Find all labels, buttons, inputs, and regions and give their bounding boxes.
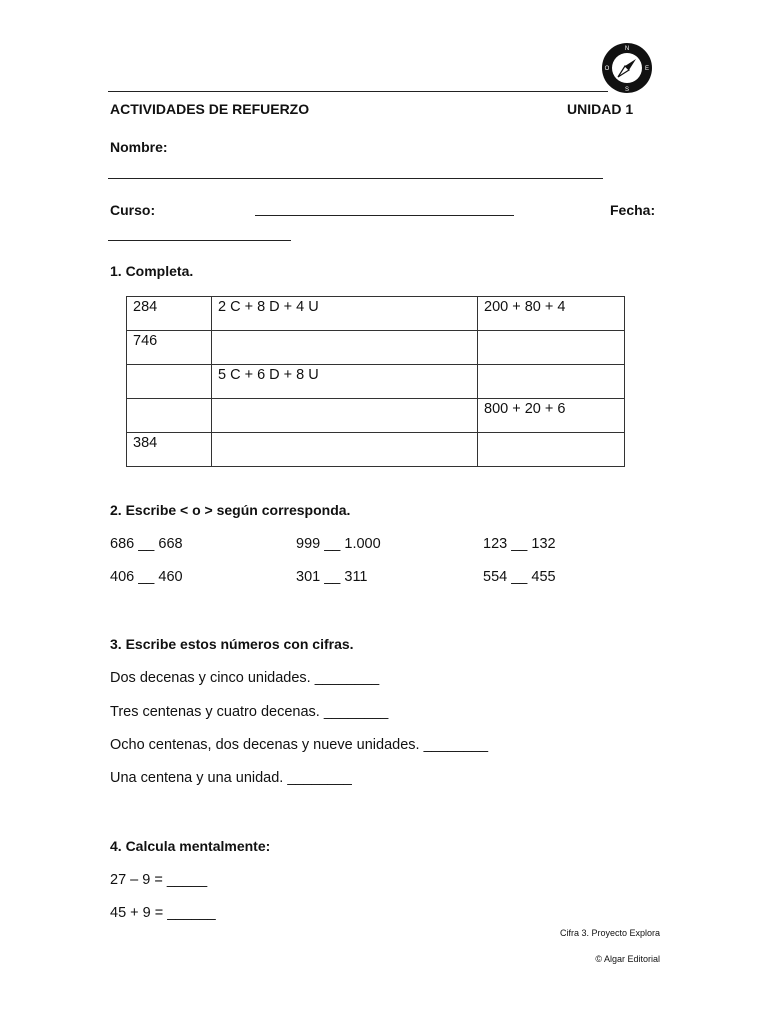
- worksheet-title: ACTIVIDADES DE REFUERZO: [110, 101, 310, 117]
- svg-text:E: E: [644, 66, 650, 72]
- table-cell[interactable]: [478, 433, 625, 467]
- table-cell[interactable]: [478, 365, 625, 399]
- footer-series: Cifra 3. Proyecto Explora: [559, 928, 660, 938]
- table-row: [127, 433, 625, 467]
- table-cell[interactable]: [212, 433, 478, 467]
- exercise1-table: [126, 296, 625, 467]
- course-field-line[interactable]: [255, 215, 514, 216]
- exercise1-title: 1. Completa.: [110, 263, 194, 279]
- number-word-item[interactable]: Una centena y una unidad. ________: [110, 770, 352, 786]
- mental-math-item[interactable]: 27 – 9 = _____: [110, 872, 208, 888]
- table-cell[interactable]: [127, 365, 212, 399]
- header-rule: [108, 91, 608, 92]
- table-cell[interactable]: [212, 399, 478, 433]
- svg-text:O: O: [604, 66, 610, 72]
- table-row: [127, 331, 625, 365]
- table-cell[interactable]: 2 C + 8 D + 4 U: [212, 297, 478, 331]
- mental-math-item[interactable]: 45 + 9 = ______: [110, 905, 216, 921]
- table-cell[interactable]: 800 + 20 + 6: [478, 399, 625, 433]
- exercise3-title: 3. Escribe estos números con cifras.: [110, 636, 354, 652]
- unit-label: UNIDAD 1: [567, 101, 634, 117]
- table-cell[interactable]: 384: [127, 433, 212, 467]
- course-label: Curso:: [110, 202, 156, 218]
- date-label: Fecha:: [610, 202, 656, 218]
- comparison-item[interactable]: 686 __ 668: [110, 536, 183, 552]
- table-cell[interactable]: [478, 331, 625, 365]
- comparison-item[interactable]: 554 __ 455: [483, 569, 556, 585]
- table-row: [127, 365, 625, 399]
- comparison-item[interactable]: 406 __ 460: [110, 569, 183, 585]
- comparison-item[interactable]: 999 __ 1.000: [296, 536, 381, 552]
- name-label: Nombre:: [110, 139, 168, 155]
- table-cell[interactable]: 200 + 80 + 4: [478, 297, 625, 331]
- table-cell[interactable]: 5 C + 6 D + 8 U: [212, 365, 478, 399]
- comparison-item[interactable]: 123 __ 132: [483, 536, 556, 552]
- table-cell[interactable]: 746: [127, 331, 212, 365]
- table-cell[interactable]: [127, 399, 212, 433]
- table-row: [127, 297, 625, 331]
- table-cell[interactable]: [212, 331, 478, 365]
- svg-text:S: S: [624, 87, 630, 93]
- compass-icon: [601, 42, 653, 94]
- table-row: [127, 399, 625, 433]
- name-field-line[interactable]: [108, 178, 603, 179]
- table-cell[interactable]: 284: [127, 297, 212, 331]
- date-field-line[interactable]: [108, 240, 291, 241]
- number-word-item[interactable]: Dos decenas y cinco unidades. ________: [110, 670, 380, 686]
- exercise4-title: 4. Calcula mentalmente:: [110, 838, 271, 854]
- number-word-item[interactable]: Tres centenas y cuatro decenas. ________: [110, 704, 389, 720]
- exercise2-title: 2. Escribe < o > según corresponda.: [110, 502, 351, 518]
- svg-text:N: N: [624, 46, 630, 52]
- footer-copyright: © Algar Editorial: [595, 954, 660, 964]
- comparison-item[interactable]: 301 __ 311: [296, 569, 368, 585]
- number-word-item[interactable]: Ocho centenas, dos decenas y nueve unidades. ________: [110, 737, 489, 753]
